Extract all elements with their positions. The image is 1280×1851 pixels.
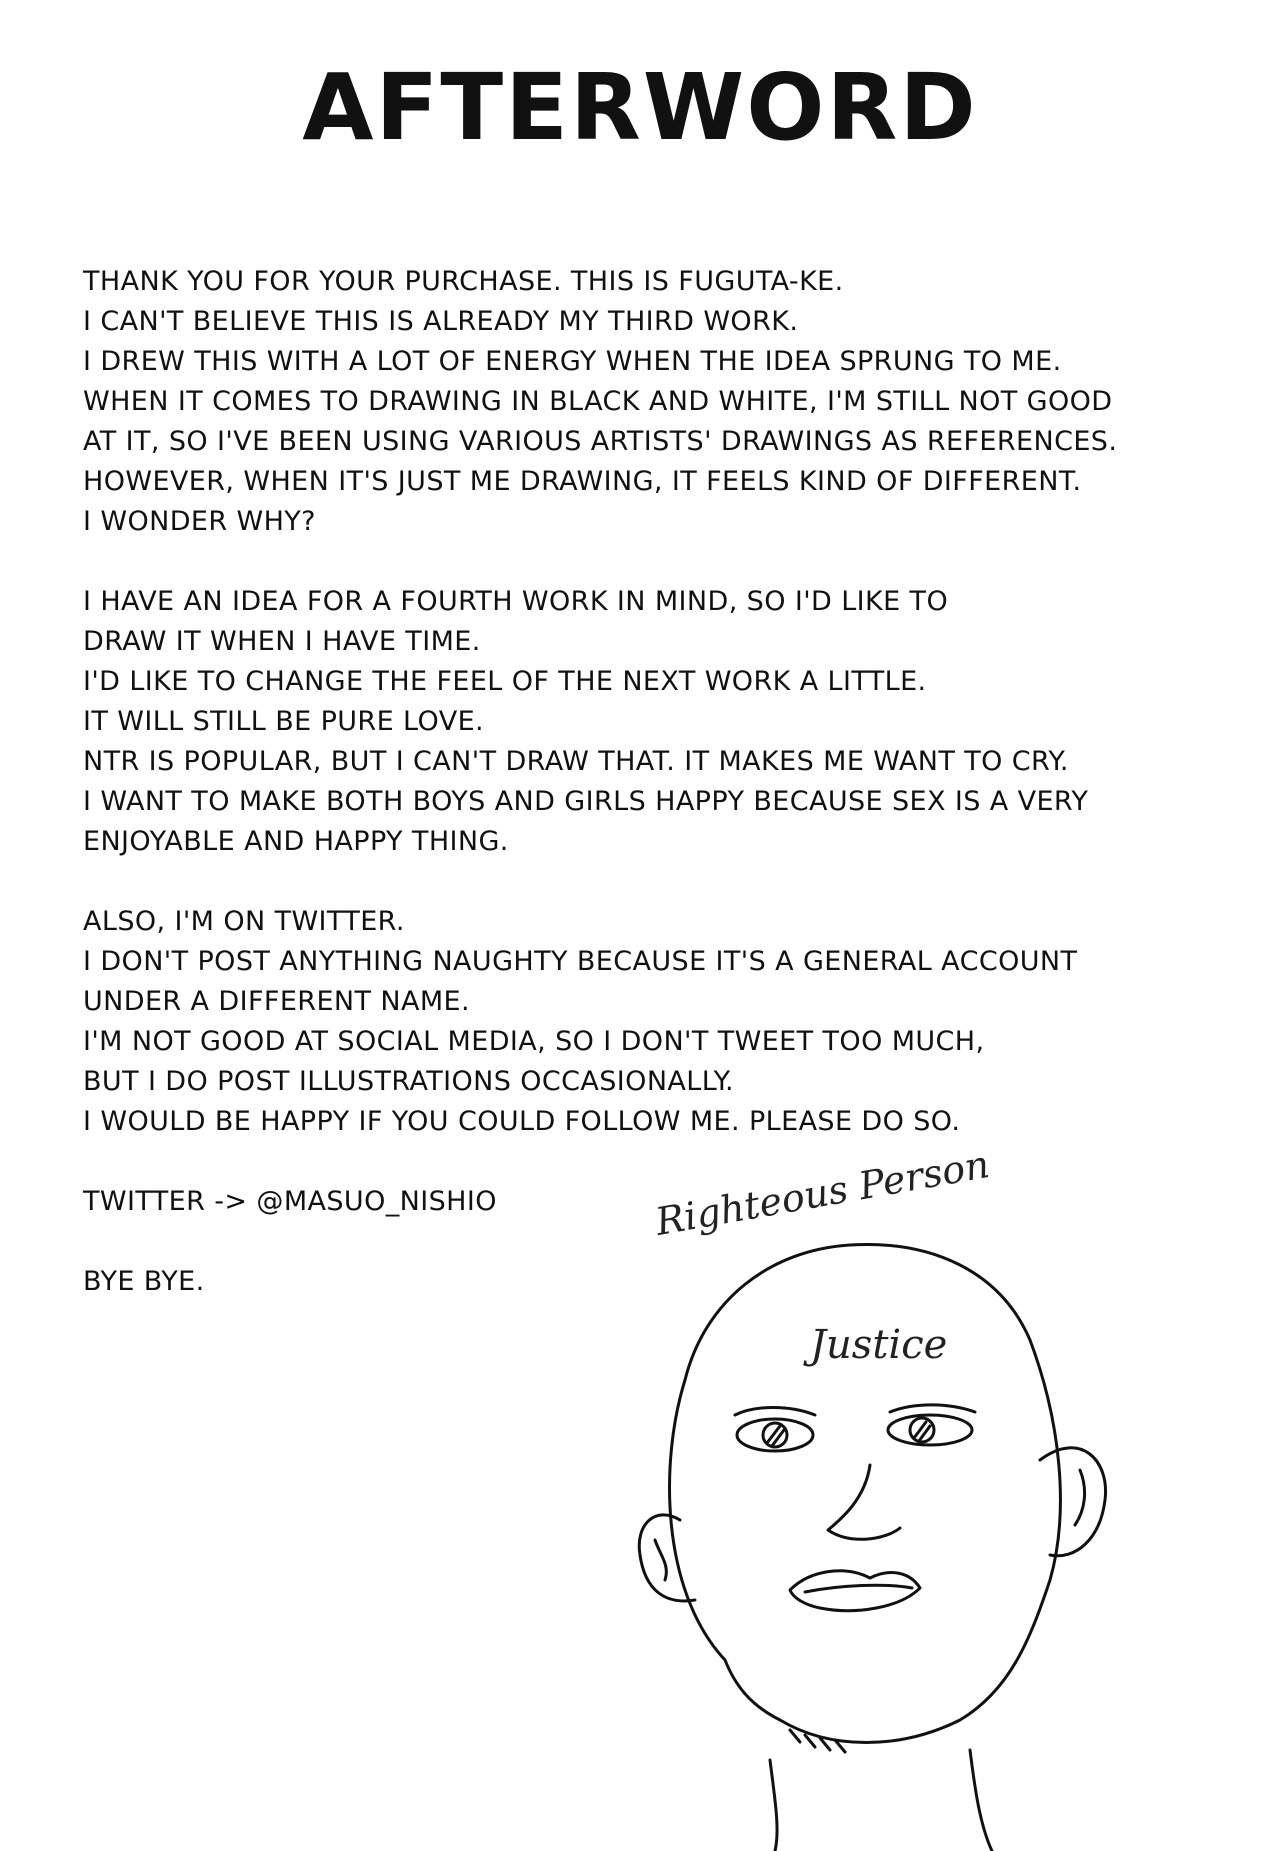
text-line: I'D LIKE TO CHANGE THE FEEL OF THE NEXT WORK A LITTLE. (83, 666, 927, 697)
paragraph-2 (83, 582, 1253, 862)
forehead-label: Justice (810, 1322, 948, 1368)
sketch-caption: Righteous Person (652, 1142, 993, 1244)
text-line: DRAW IT WHEN I HAVE TIME. (83, 626, 481, 657)
paragraph-1 (83, 262, 1253, 542)
text-line: I'M NOT GOOD AT SOCIAL MEDIA, SO I DON'T TWEET TOO MUCH, (83, 1026, 985, 1057)
text-line: HOWEVER, WHEN IT'S JUST ME DRAWING, IT FEELS KIND OF DIFFERENT. (83, 466, 1082, 497)
text-line: WHEN IT COMES TO DRAWING IN BLACK AND WHITE, I'M STILL NOT GOOD (83, 386, 1113, 417)
twitter-handle: TWITTER -> @MASUO_NISHIO (83, 1186, 497, 1217)
text-line: THANK YOU FOR YOUR PURCHASE. THIS IS FUGUTA-KE. (83, 266, 844, 297)
text-line: UNDER A DIFFERENT NAME. (83, 986, 470, 1017)
text-line: I DREW THIS WITH A LOT OF ENERGY WHEN THE IDEA SPRUNG TO ME. (83, 346, 1062, 377)
text-line: I WOULD BE HAPPY IF YOU COULD FOLLOW ME. PLEASE DO SO. (83, 1106, 961, 1137)
text-line: AT IT, SO I'VE BEEN USING VARIOUS ARTISTS' DRAWINGS AS REFERENCES. (83, 426, 1118, 457)
text-line: BUT I DO POST ILLUSTRATIONS OCCASIONALLY. (83, 1066, 734, 1097)
text-line: I DON'T POST ANYTHING NAUGHTY BECAUSE IT'S A GENERAL ACCOUNT (83, 946, 1078, 977)
text-line: IT WILL STILL BE PURE LOVE. (83, 706, 485, 737)
text-line: I CAN'T BELIEVE THIS IS ALREADY MY THIRD WORK. (83, 306, 799, 337)
text-line: NTR IS POPULAR, BUT I CAN'T DRAW THAT. IT MAKES ME WANT TO CRY. (83, 746, 1069, 777)
signoff: BYE BYE. (83, 1266, 205, 1297)
afterword-body (83, 262, 1253, 1302)
text-line: I WONDER WHY? (83, 506, 316, 537)
paragraph-3 (83, 902, 1253, 1142)
text-line: ENJOYABLE AND HAPPY THING. (83, 826, 509, 857)
text-line: ALSO, I'M ON TWITTER. (83, 906, 405, 937)
text-line: I WANT TO MAKE BOTH BOYS AND GIRLS HAPPY BECAUSE SEX IS A VERY (83, 786, 1089, 817)
page-title: AFTERWORD (302, 54, 978, 161)
bald-man-sketch-icon (600, 1160, 1160, 1851)
text-line: I HAVE AN IDEA FOR A FOURTH WORK IN MIND, SO I'D LIKE TO (83, 586, 949, 617)
